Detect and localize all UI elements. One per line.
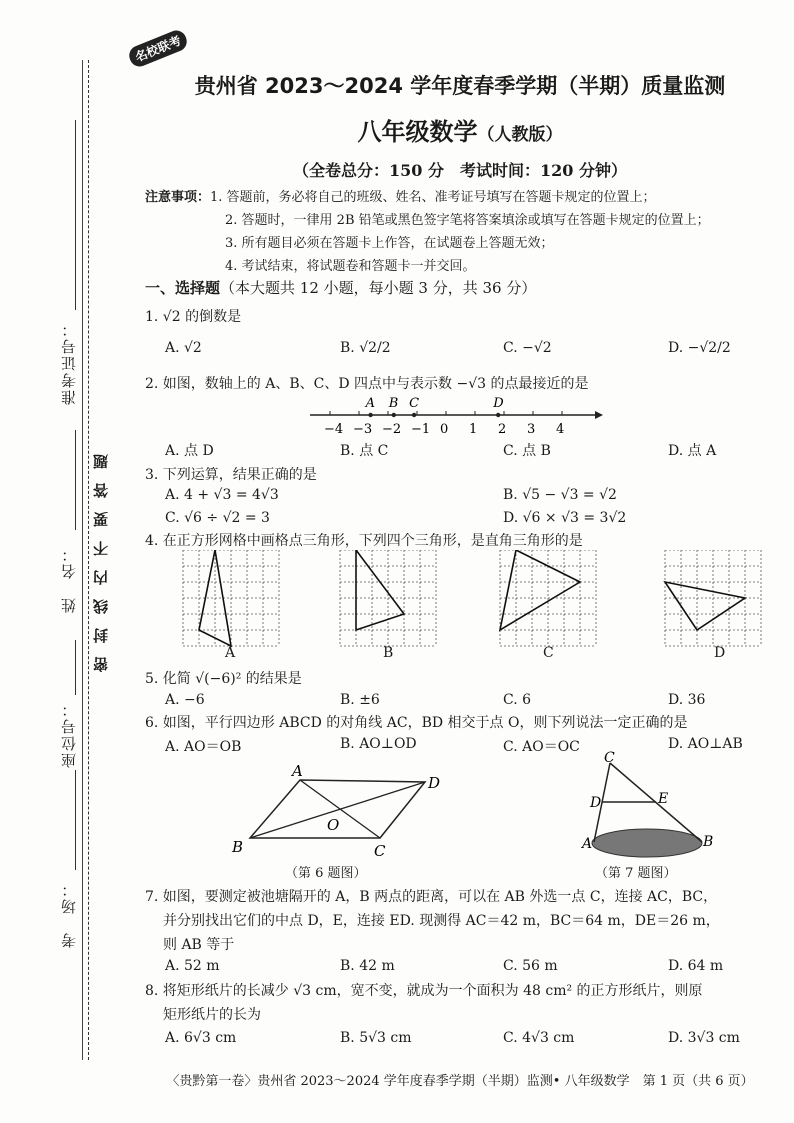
notes	[145, 186, 710, 278]
exam-badge: 名校联考	[126, 28, 190, 70]
axis-point-label: C	[409, 396, 420, 411]
question-1-stem: 1. √2 的倒数是	[145, 309, 242, 325]
section-desc: （本大题共 12 小题，每小题 3 分，共 36 分）	[220, 279, 537, 297]
seat-underline	[75, 640, 76, 695]
grid-triangle-d	[665, 550, 761, 646]
label-c: C	[374, 842, 386, 860]
question-7-stem-line2: 并分别找出它们的中点 D，E，连接 ED. 现测得 AC＝42 m，BC＝64 m，DE＝26 m，	[163, 913, 720, 929]
q6-option-c: C. AO＝OC	[503, 739, 580, 755]
pond	[592, 829, 702, 857]
fig6-caption: （第 6 题图）	[285, 866, 367, 881]
triangle	[356, 550, 404, 630]
section-heading	[145, 277, 536, 298]
q5-option-c: C. 6	[503, 692, 532, 708]
number-line-arrow	[595, 411, 603, 419]
q3-option-d: D. √6 × √3 = 3√2	[503, 510, 627, 526]
subject-title	[160, 112, 760, 147]
q3-option-c: C. √6 ÷ √2 = 3	[165, 510, 270, 526]
q8-option-b: B. 5√3 cm	[340, 1030, 412, 1046]
q5-option-a: A. −6	[165, 692, 205, 708]
q1-option-d: D. −√2/2	[668, 340, 731, 356]
label-o: O	[327, 816, 340, 834]
question-4-stem: 4. 在正方形网格中画格点三角形，下列四个三角形，是直角三角形的是	[145, 533, 583, 549]
label-c7: C	[604, 750, 615, 766]
question-7-stem-line3: 则 AB 等于	[163, 937, 235, 953]
seal-text: 密封线内不要答题	[92, 440, 110, 672]
number-line-points	[365, 396, 505, 417]
grid-triangle-b	[340, 550, 436, 646]
label-d: D	[428, 774, 441, 792]
note-item: 4. 考试结束，将试题卷和答题卡一并交回。	[225, 259, 476, 274]
note-item: 2. 答题时，一律用 2B 铅笔或黑色签字笔将答案填涂或填写在答题卡规定的位置上；	[225, 213, 710, 228]
axis-point	[368, 413, 372, 417]
axis-point	[392, 413, 396, 417]
label-e7: E	[658, 791, 669, 807]
q3-option-b: B. √5 − √3 = √2	[503, 487, 617, 503]
q7-option-c: C. 56 m	[503, 958, 558, 974]
grid-triangle-a	[183, 550, 279, 646]
fig7-caption: （第 7 题图）	[595, 866, 677, 881]
q2-option-a: A. 点 D	[165, 443, 214, 459]
axis-tick-label: −3	[353, 422, 373, 437]
grid-triangles-figure	[178, 550, 778, 662]
q2-option-b: B. 点 C	[340, 443, 389, 459]
triangle	[665, 582, 745, 630]
q1-option-b: B. √2/2	[340, 340, 391, 356]
q7-option-d: D. 64 m	[668, 958, 724, 974]
q3-option-a: A. 4 + √3 = 4√3	[165, 487, 279, 503]
question-6-stem: 6. 如图，平行四边形 ABCD 的对角线 AC，BD 相交于点 O，则下列说法一定正确的是	[145, 715, 688, 731]
seal-line	[88, 60, 89, 1060]
q1-option-a: A. √2	[165, 340, 202, 356]
question-7-stem-line1: 7. 如图，要测定被池塘隔开的 A，B 两点的距离，可以在 AB 外选一点 C，连接 AC，BC，	[145, 889, 718, 905]
q7-option-a: A. 52 m	[165, 958, 220, 974]
exam-no-label: 准考证号：	[60, 320, 78, 405]
note-item: 3. 所有题目必须在答题卡上作答，在试题卷上答题无效；	[225, 236, 554, 251]
section-label: 一、选择题	[145, 279, 221, 297]
q6-option-b: B. AO⊥OD	[340, 736, 417, 752]
label-a: A	[292, 762, 303, 780]
question-2-stem: 2. 如图，数轴上的 A、B、C、D 四点中与表示数 −√3 的点最接近的是	[145, 376, 589, 392]
q8-option-c: C. 4√3 cm	[503, 1030, 575, 1046]
axis-tick-label: 1	[469, 422, 478, 437]
axis-tick-label: −4	[324, 422, 344, 437]
number-line-figure	[305, 393, 605, 438]
axis-tick-label: 4	[556, 422, 565, 437]
q2-option-c: C. 点 B	[503, 443, 551, 459]
question-8-stem-line2: 矩形纸片的长为	[163, 1007, 261, 1023]
pond-triangle-figure	[580, 750, 720, 860]
question-3-stem: 3. 下列运算，结果正确的是	[145, 467, 317, 483]
exam-no-underline	[75, 120, 76, 310]
notes-label: 注意事项：	[145, 190, 211, 205]
triangle	[500, 550, 580, 630]
q4-option-a: A	[225, 645, 236, 661]
q7-option-b: B. 42 m	[340, 958, 395, 974]
label-b7: B	[703, 834, 714, 850]
binding-line	[82, 60, 83, 1060]
page-footer: 〈贵黔第一卷〉贵州省 2023～2024 学年度春季学期（半期）监测• 八年级数学 第 1 页（共 6 页）	[166, 1074, 754, 1089]
note-item: 1. 答题前，务必将自己的班级、姓名、准考证号填写在答题卡规定的位置上；	[210, 190, 656, 205]
axis-point-label: B	[388, 396, 399, 411]
q5-option-d: D. 36	[668, 692, 706, 708]
q6-option-d: D. AO⊥AB	[668, 736, 743, 752]
exam-title: 贵州省 2023～2024 学年度春季学期（半期）质量监测	[194, 74, 726, 98]
room-label: 考 场：	[60, 880, 78, 948]
name-underline	[75, 430, 76, 530]
axis-point-label: A	[365, 396, 375, 411]
parallelogram-figure	[225, 760, 445, 860]
q2-option-d: D. 点 A	[668, 443, 717, 459]
edition: （人教版）	[477, 125, 563, 145]
score-line: （全卷总分：150 分 考试时间：120 分钟）	[293, 161, 627, 180]
seat-label: 座位号：	[60, 700, 78, 768]
question-5-stem: 5. 化简 √(−6)² 的结果是	[145, 671, 302, 687]
axis-point	[412, 413, 416, 417]
grid-triangle-c	[500, 550, 596, 646]
q1-option-c: C. −√2	[503, 340, 552, 356]
label-b: B	[232, 838, 244, 856]
axis-tick-label: −1	[411, 422, 431, 437]
q4-option-b: B	[383, 645, 394, 661]
q6-option-a: A. AO＝OB	[165, 739, 242, 755]
label-d7: D	[590, 795, 602, 811]
q8-option-a: A. 6√3 cm	[165, 1030, 237, 1046]
name-label: 姓 名：	[60, 545, 78, 613]
axis-point	[496, 413, 500, 417]
q4-option-d: D	[714, 645, 726, 661]
subject: 八年级数学	[357, 118, 478, 146]
q8-option-d: D. 3√3 cm	[668, 1030, 740, 1046]
room-underline	[75, 770, 76, 870]
axis-tick-label: 3	[527, 422, 536, 437]
axis-tick-label: −2	[382, 422, 402, 437]
label-a7: A	[582, 836, 593, 852]
q5-option-b: B. ±6	[340, 692, 380, 708]
axis-tick-label: 0	[440, 422, 449, 437]
axis-point-label: D	[493, 396, 504, 411]
q4-option-c: C	[543, 645, 554, 661]
axis-tick-label: 2	[498, 422, 507, 437]
question-8-stem-line1: 8. 将矩形纸片的长减少 √3 cm，宽不变，就成为一个面积为 48 cm² 的正方形纸片，则原	[145, 983, 703, 999]
